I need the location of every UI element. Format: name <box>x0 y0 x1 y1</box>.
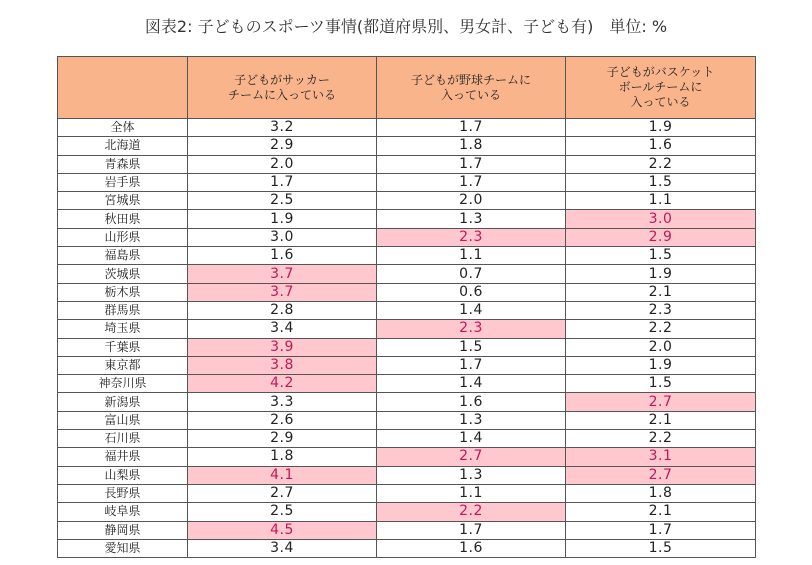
table-body <box>58 119 756 558</box>
prefecture-cell: 岩手県 <box>58 173 188 191</box>
soccer-value-cell: 1.6 <box>188 247 377 265</box>
basketball-value-cell: 1.9 <box>566 265 756 283</box>
soccer-value-cell: 3.4 <box>188 320 377 338</box>
header-basketball: 子どもがバスケット ボールチームに 入っている <box>566 57 756 119</box>
table-row <box>58 411 756 429</box>
header-blank <box>58 57 188 119</box>
table-row <box>58 503 756 521</box>
basketball-value-cell: 1.5 <box>566 375 756 393</box>
table-row <box>58 265 756 283</box>
prefecture-cell: 栃木県 <box>58 283 188 301</box>
table-row <box>58 338 756 356</box>
baseball-value-cell: 1.5 <box>377 338 566 356</box>
basketball-value-cell: 2.1 <box>566 283 756 301</box>
prefecture-cell: 秋田県 <box>58 210 188 228</box>
table-row <box>58 430 756 448</box>
baseball-value-cell: 2.0 <box>377 192 566 210</box>
prefecture-cell: 茨城県 <box>58 265 188 283</box>
table-row <box>58 210 756 228</box>
soccer-value-cell: 2.9 <box>188 137 377 155</box>
table-row <box>58 192 756 210</box>
table-row <box>58 539 756 557</box>
baseball-value-cell: 1.7 <box>377 119 566 137</box>
basketball-value-cell: 1.1 <box>566 192 756 210</box>
table-row <box>58 521 756 539</box>
header-row <box>58 57 756 119</box>
soccer-value-cell: 4.1 <box>188 466 377 484</box>
baseball-value-cell: 1.1 <box>377 247 566 265</box>
basketball-value-cell: 2.2 <box>566 430 756 448</box>
soccer-value-cell: 3.7 <box>188 283 377 301</box>
soccer-value-cell: 3.8 <box>188 356 377 374</box>
prefecture-cell: 福島県 <box>58 247 188 265</box>
prefecture-cell: 富山県 <box>58 411 188 429</box>
baseball-value-cell: 1.7 <box>377 155 566 173</box>
basketball-value-cell: 2.3 <box>566 301 756 319</box>
table-row <box>58 393 756 411</box>
baseball-value-cell: 2.3 <box>377 228 566 246</box>
basketball-value-cell: 1.9 <box>566 356 756 374</box>
baseball-value-cell: 1.4 <box>377 375 566 393</box>
table-row <box>58 320 756 338</box>
table-row <box>58 247 756 265</box>
table-row <box>58 119 756 137</box>
soccer-value-cell: 3.2 <box>188 119 377 137</box>
soccer-value-cell: 2.0 <box>188 155 377 173</box>
soccer-value-cell: 4.2 <box>188 375 377 393</box>
soccer-value-cell: 2.5 <box>188 503 377 521</box>
prefecture-cell: 北海道 <box>58 137 188 155</box>
prefecture-cell: 神奈川県 <box>58 375 188 393</box>
soccer-value-cell: 1.7 <box>188 173 377 191</box>
prefecture-cell: 福井県 <box>58 448 188 466</box>
soccer-value-cell: 3.4 <box>188 539 377 557</box>
baseball-value-cell: 1.3 <box>377 466 566 484</box>
prefecture-cell: 全体 <box>58 119 188 137</box>
soccer-value-cell: 3.9 <box>188 338 377 356</box>
baseball-value-cell: 1.6 <box>377 539 566 557</box>
basketball-value-cell: 2.7 <box>566 466 756 484</box>
prefecture-cell: 青森県 <box>58 155 188 173</box>
basketball-value-cell: 1.9 <box>566 119 756 137</box>
prefecture-cell: 群馬県 <box>58 301 188 319</box>
table-row <box>58 155 756 173</box>
soccer-value-cell: 4.5 <box>188 521 377 539</box>
basketball-value-cell: 2.1 <box>566 503 756 521</box>
prefecture-cell: 岐阜県 <box>58 503 188 521</box>
basketball-value-cell: 2.0 <box>566 338 756 356</box>
prefecture-cell: 長野県 <box>58 484 188 502</box>
prefecture-cell: 愛知県 <box>58 539 188 557</box>
table-row <box>58 484 756 502</box>
baseball-value-cell: 1.8 <box>377 137 566 155</box>
table-row <box>58 228 756 246</box>
baseball-value-cell: 0.6 <box>377 283 566 301</box>
table-row <box>58 448 756 466</box>
prefecture-cell: 石川県 <box>58 430 188 448</box>
soccer-value-cell: 2.5 <box>188 192 377 210</box>
baseball-value-cell: 2.2 <box>377 503 566 521</box>
prefecture-cell: 千葉県 <box>58 338 188 356</box>
baseball-value-cell: 2.3 <box>377 320 566 338</box>
soccer-value-cell: 2.7 <box>188 484 377 502</box>
basketball-value-cell: 1.5 <box>566 247 756 265</box>
baseball-value-cell: 1.4 <box>377 430 566 448</box>
basketball-value-cell: 2.2 <box>566 155 756 173</box>
soccer-value-cell: 1.9 <box>188 210 377 228</box>
header-soccer: 子どもがサッカー チームに入っている <box>188 57 377 119</box>
prefecture-cell: 山梨県 <box>58 466 188 484</box>
prefecture-cell: 東京都 <box>58 356 188 374</box>
baseball-value-cell: 1.3 <box>377 210 566 228</box>
basketball-value-cell: 1.5 <box>566 539 756 557</box>
soccer-value-cell: 1.8 <box>188 448 377 466</box>
table-row <box>58 356 756 374</box>
baseball-value-cell: 1.7 <box>377 173 566 191</box>
basketball-value-cell: 2.7 <box>566 393 756 411</box>
prefecture-cell: 埼玉県 <box>58 320 188 338</box>
baseball-value-cell: 1.6 <box>377 393 566 411</box>
soccer-value-cell: 3.3 <box>188 393 377 411</box>
baseball-value-cell: 2.7 <box>377 448 566 466</box>
baseball-value-cell: 1.3 <box>377 411 566 429</box>
prefecture-cell: 山形県 <box>58 228 188 246</box>
baseball-value-cell: 1.7 <box>377 521 566 539</box>
sports-table <box>57 56 756 558</box>
baseball-value-cell: 1.1 <box>377 484 566 502</box>
baseball-value-cell: 1.4 <box>377 301 566 319</box>
prefecture-cell: 新潟県 <box>58 393 188 411</box>
table-row <box>58 173 756 191</box>
table-row <box>58 283 756 301</box>
soccer-value-cell: 2.6 <box>188 411 377 429</box>
basketball-value-cell: 3.1 <box>566 448 756 466</box>
basketball-value-cell: 3.0 <box>566 210 756 228</box>
prefecture-cell: 宮城県 <box>58 192 188 210</box>
table-row <box>58 137 756 155</box>
basketball-value-cell: 2.1 <box>566 411 756 429</box>
soccer-value-cell: 2.8 <box>188 301 377 319</box>
header-baseball: 子どもが野球チームに 入っている <box>377 57 566 119</box>
prefecture-cell: 静岡県 <box>58 521 188 539</box>
basketball-value-cell: 1.6 <box>566 137 756 155</box>
soccer-value-cell: 2.9 <box>188 430 377 448</box>
table-row <box>58 375 756 393</box>
basketball-value-cell: 1.5 <box>566 173 756 191</box>
basketball-value-cell: 2.9 <box>566 228 756 246</box>
basketball-value-cell: 1.7 <box>566 521 756 539</box>
table-row <box>58 466 756 484</box>
soccer-value-cell: 3.7 <box>188 265 377 283</box>
page-title: 図表2: 子どものスポーツ事情(都道府県別、男女計、子ども有) 単位: % <box>144 17 668 36</box>
basketball-value-cell: 1.8 <box>566 484 756 502</box>
table-row <box>58 301 756 319</box>
baseball-value-cell: 1.7 <box>377 356 566 374</box>
baseball-value-cell: 0.7 <box>377 265 566 283</box>
soccer-value-cell: 3.0 <box>188 228 377 246</box>
basketball-value-cell: 2.2 <box>566 320 756 338</box>
